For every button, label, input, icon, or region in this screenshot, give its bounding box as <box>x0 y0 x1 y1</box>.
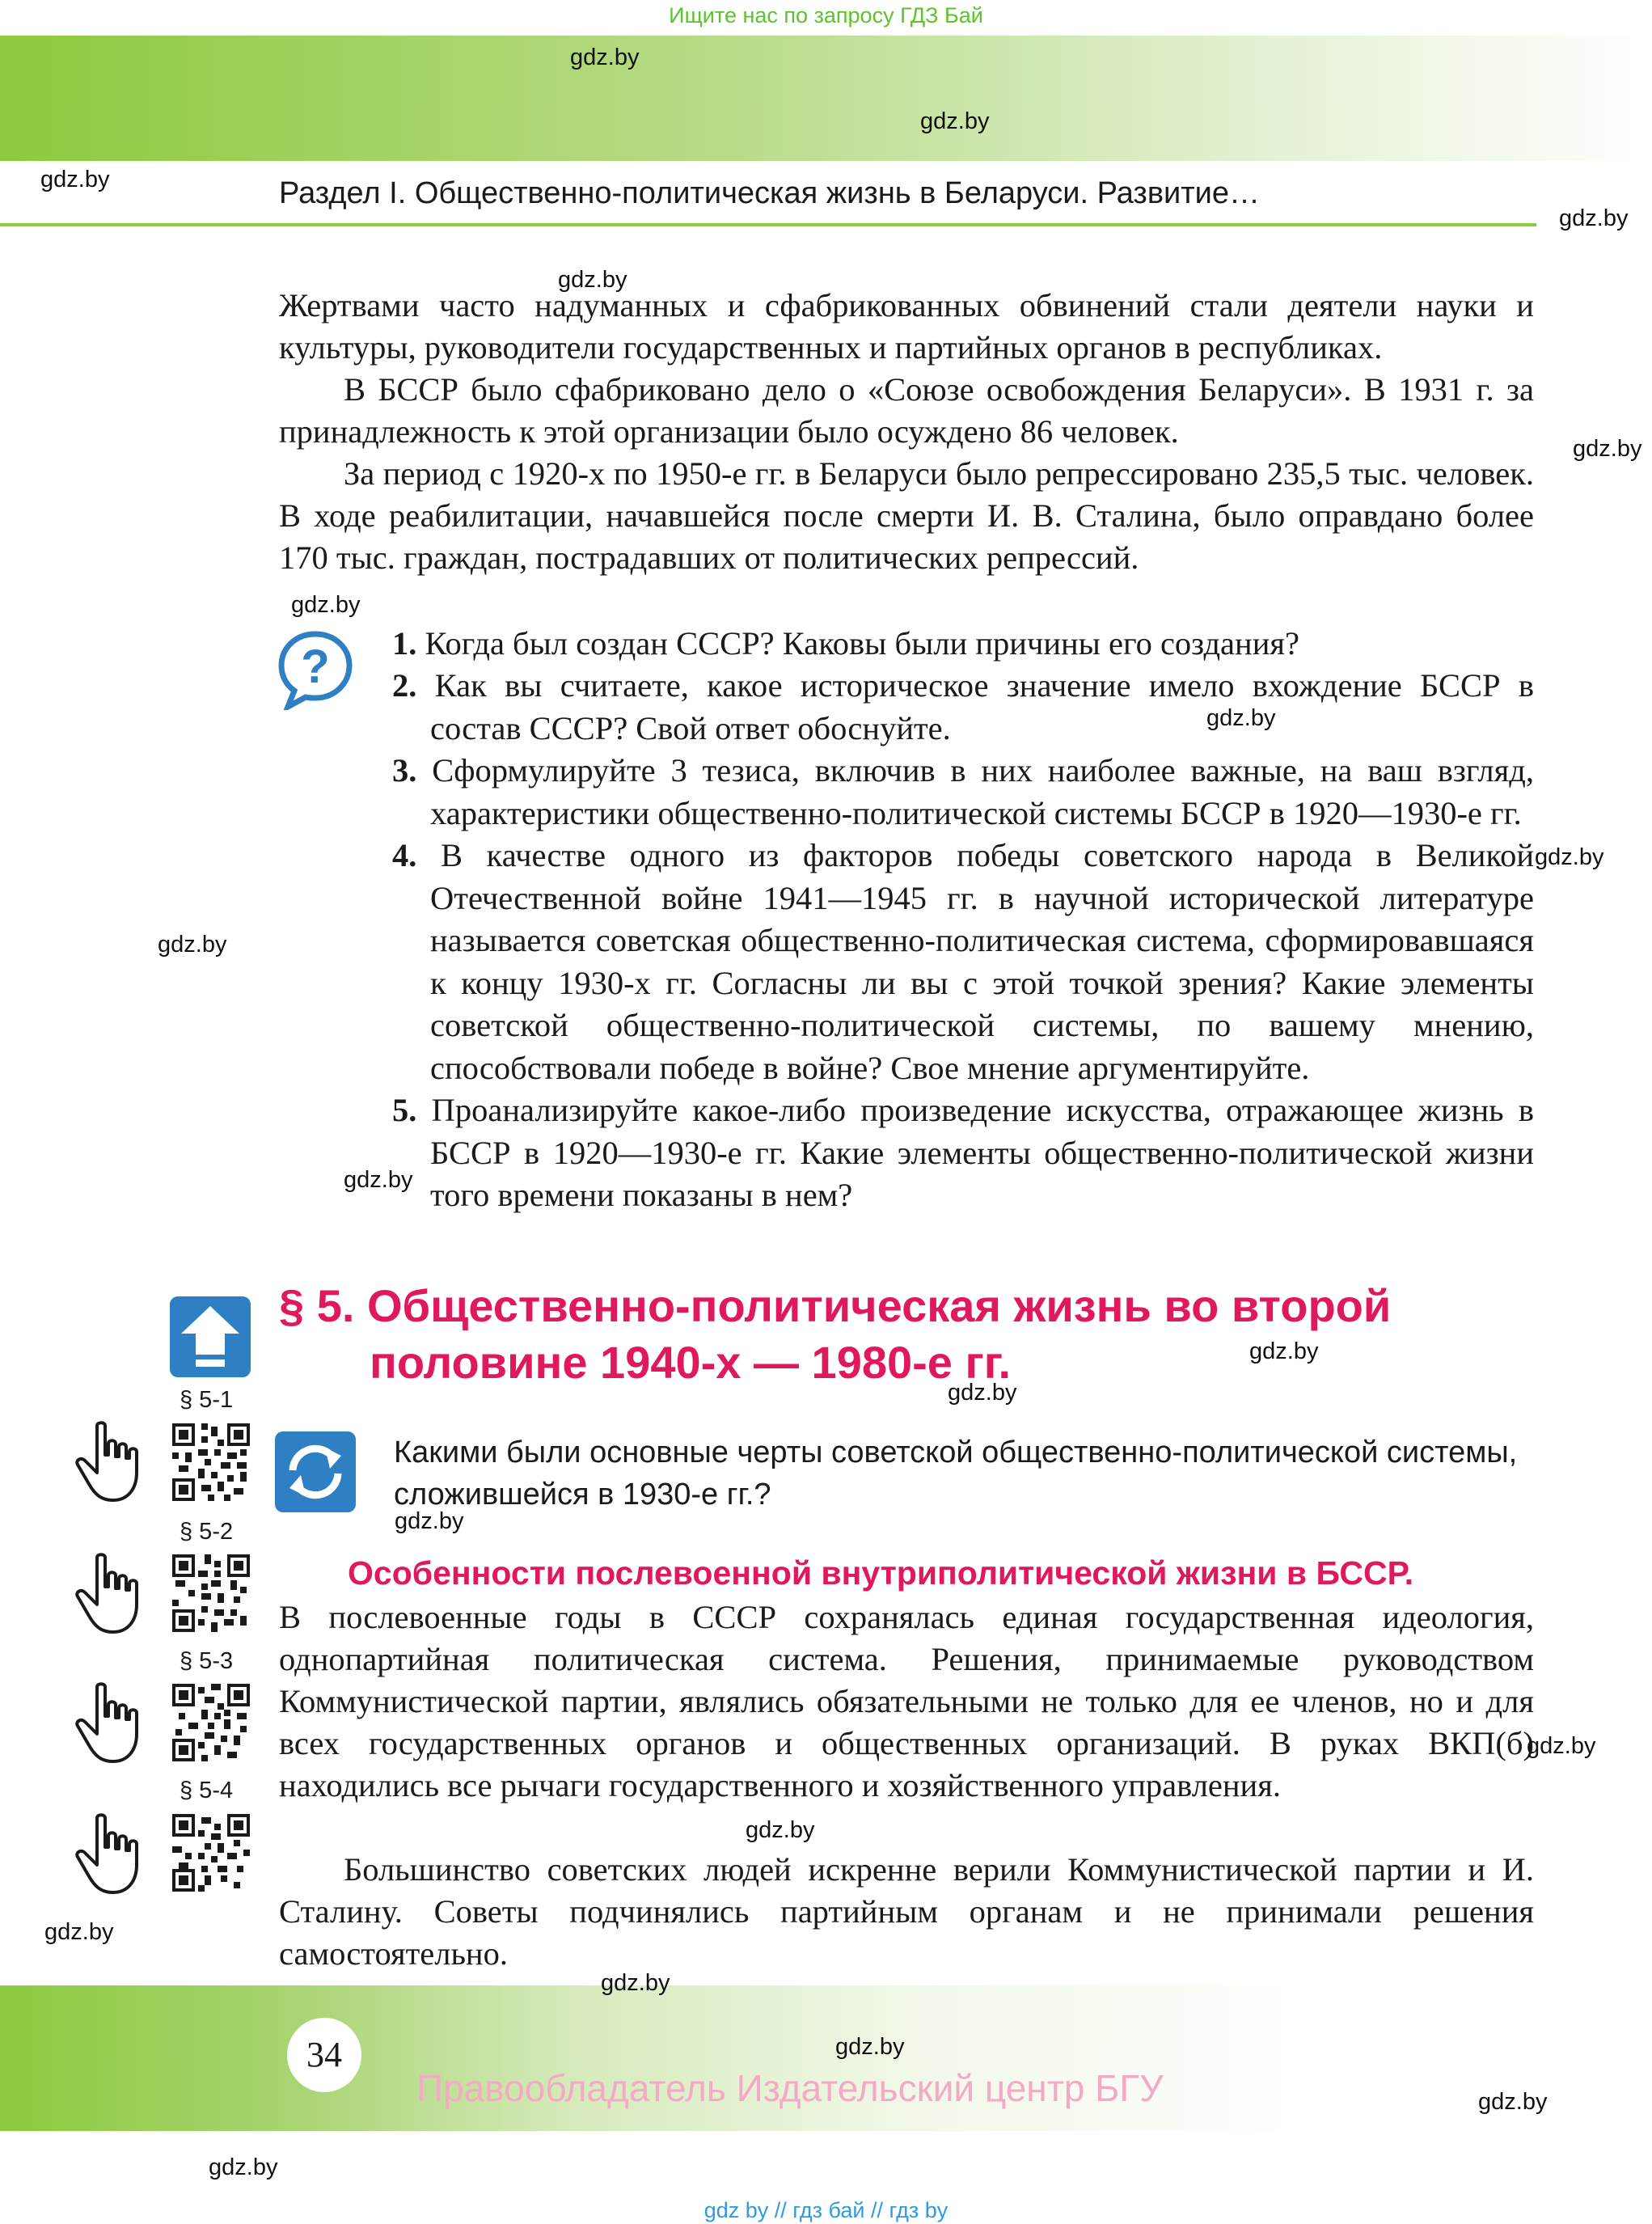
watermark: gdz.by <box>209 2154 278 2180</box>
body-paragraph-1: В послевоенные годы в СССР сохранялась единая государственная идеология, однопартийная политическая система. Решения, принимаемые руководством Коммунистической партии, являлись обязательными не только для ее членов, но и для всех государственных органов и общественных организаций. В руках ВКП(б) находились все рычаги государственного и хозяйственного управления. <box>279 1599 1534 1803</box>
paragraph-title <box>279 1278 1391 1391</box>
qr-label-2: § 5-2 <box>180 1519 234 1545</box>
watermark: gdz.by <box>1249 1338 1319 1364</box>
watermark: gdz.by <box>1206 705 1276 731</box>
watermark: gdz.by <box>558 267 627 293</box>
qr-label-3: § 5-3 <box>180 1648 234 1674</box>
qr-code-1[interactable] <box>172 1423 250 1501</box>
watermark: gdz.by <box>395 1508 464 1534</box>
question-text: В качестве одного из факторов победы советского народа в Великой Отечественной войне 1941—1945 гг. в научной исторической литературе называется советская общественно-политическая система, сформировавшаяся к концу 1930-х гг. Согласны ли вы с этой точкой зрения? Какие элементы советской общественно-политической системы, по вашему мнению, способствовали победе в войне? Свое мнение аргументируйте. <box>430 837 1535 1086</box>
page-number: 34 <box>306 2035 342 2074</box>
paragraph-title-line-2: половине 1940-х — 1980-е гг. <box>370 1337 1012 1388</box>
question-item-1 <box>392 623 1534 666</box>
bottom-links[interactable]: gdz by // гдз бай // гдз by <box>703 2198 949 2222</box>
watermark: gdz.by <box>1573 436 1642 462</box>
paragraph-title-line-1: § 5. Общественно-политическая жизнь во второй <box>279 1280 1392 1331</box>
svg-text:?: ? <box>301 641 330 693</box>
watermark: gdz.by <box>835 2034 905 2060</box>
body-paragraph-2: Большинство советских людей искренне верили Коммунистической партии и И. Сталину. Советы подчинялись партийным органам и не принимали решения самостоятельно. <box>279 1851 1534 1972</box>
header-rule <box>0 223 1536 226</box>
question-number: 1. <box>392 625 417 662</box>
question-number: 3. <box>392 752 417 789</box>
question-icon <box>275 629 356 710</box>
question-text: Проанализируйте какое-либо произведение искусства, отражающее жизнь в БССР в 1920—1930-е гг. Какие элементы общественно-политической жизни того времени показаны в нем? <box>430 1092 1534 1213</box>
sync-icon <box>275 1431 356 1512</box>
watermark: gdz.by <box>570 44 640 70</box>
question-number: 4. <box>392 837 417 873</box>
question-item-4 <box>392 835 1534 1089</box>
intro-paragraph-1: Жертвами часто надуманных и сфабрикованных обвинений стали деятели науки и культуры, руководители государственных и партийных органов в республиках. <box>279 287 1534 366</box>
watermark: gdz.by <box>920 108 990 134</box>
question-item-5 <box>392 1089 1534 1217</box>
pointing-hand-icon <box>73 1551 154 1636</box>
question-text: Сформулируйте 3 тезиса, включив в них наиболее важные, на ваш взгляд, характеристики общественно-политической системы БССР в 1920—1930-е гг. <box>430 752 1534 831</box>
qr-code-4[interactable] <box>172 1814 250 1892</box>
question-number: 5. <box>392 1092 417 1128</box>
up-arrow-icon[interactable] <box>170 1296 251 1377</box>
watermark: gdz.by <box>291 592 361 618</box>
question-number: 2. <box>392 667 417 704</box>
qr-label-1: § 5-1 <box>180 1387 234 1413</box>
section-title: Раздел I. Общественно-политическая жизнь в Беларуси. Развитие… <box>279 176 1261 210</box>
watermark: gdz.by <box>948 1380 1017 1406</box>
pointing-hand-icon <box>73 1812 154 1896</box>
intro-paragraph-3: За период с 1920-х по 1950-е гг. в Беларуси было репрессировано 235,5 тыс. человек. В ходе реабилитации, начавшейся после смерти И. В. Сталина, было оправдано более 170 тыс. граждан, пострадавших от политических репрессий. <box>279 455 1534 576</box>
pointing-hand-icon <box>73 1419 154 1504</box>
qr-code-2[interactable] <box>172 1554 250 1632</box>
watermark: gdz.by <box>158 932 227 958</box>
watermark: gdz.by <box>1527 1733 1596 1759</box>
question-item-3 <box>392 750 1534 835</box>
watermark: gdz.by <box>746 1817 815 1843</box>
watermark: gdz.by <box>344 1167 413 1193</box>
header-band <box>0 36 1652 161</box>
recall-question: Какими были основные черты советской общественно-политической системы, сложившейся в 1930-е гг.? <box>394 1435 1518 1512</box>
watermark: gdz.by <box>40 167 110 192</box>
qr-code-3[interactable] <box>172 1684 250 1761</box>
watermark: gdz.by <box>44 1919 114 1945</box>
intro-paragraph-2: В БССР было сфабриковано дело о «Союзе освобождения Беларуси». В 1931 г. за принадлежность к этой организации было осуждено 86 человек. <box>279 371 1534 450</box>
question-item-2 <box>392 665 1534 750</box>
watermark: gdz.by <box>1478 2089 1548 2115</box>
question-text: Как вы считаете, какое историческое значение имело вхождение БССР в состав СССР? Свой ответ обоснуйте. <box>430 667 1535 746</box>
watermark: gdz.by <box>601 1970 670 1996</box>
watermark: gdz.by <box>1559 205 1629 231</box>
question-text: Когда был создан СССР? Каковы были причины его создания? <box>425 625 1299 662</box>
top-note[interactable]: Ищите нас по запросу ГДЗ Бай <box>669 3 983 27</box>
watermark: gdz.by <box>1535 844 1604 870</box>
copyright-notice: Правообладатель Издательский центр БГУ <box>416 2067 1164 2109</box>
sub-heading: Особенности послевоенной внутриполитической жизни в БССР. <box>348 1554 1414 1592</box>
qr-label-4: § 5-4 <box>180 1778 234 1803</box>
pointing-hand-icon <box>73 1681 154 1765</box>
